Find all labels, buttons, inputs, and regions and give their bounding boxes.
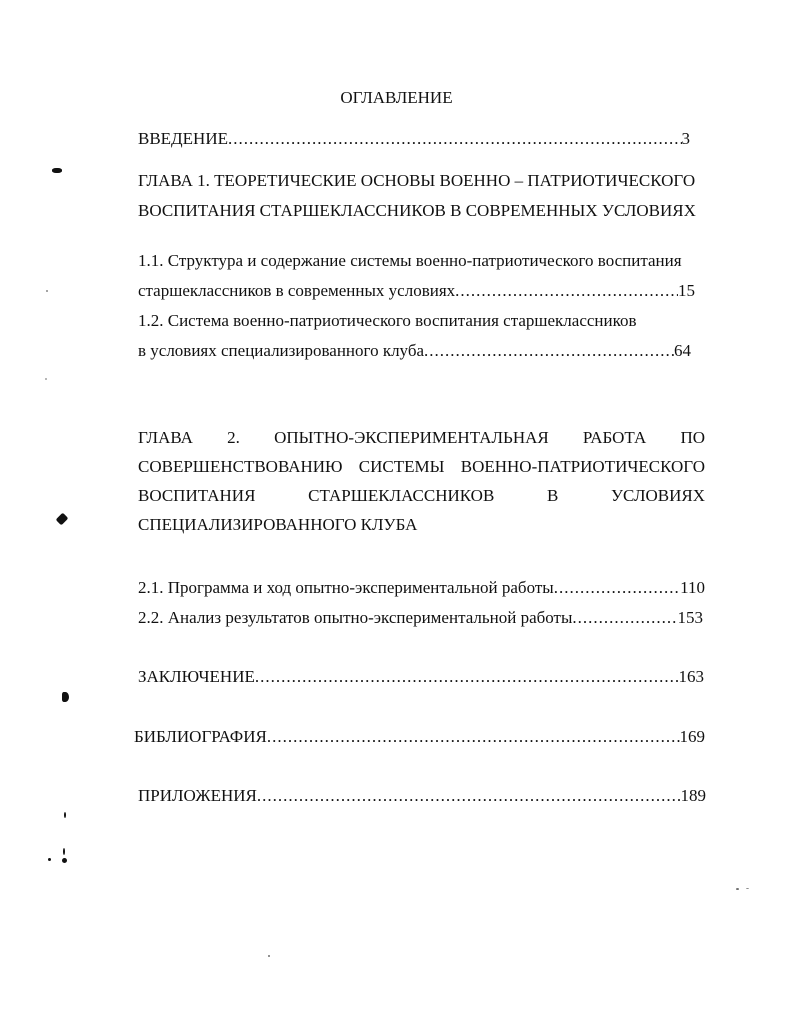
scan-artifact xyxy=(268,955,270,957)
toc-entry-bibliography[interactable] xyxy=(134,726,705,748)
chapter-1-title-line-1[interactable]: ГЛАВА 1. ТЕОРЕТИЧЕСКИЕ ОСНОВЫ ВОЕННО – ПАТРИОТИЧЕСКОГО xyxy=(138,171,696,190)
toc-entry-section-1-1[interactable] xyxy=(138,280,695,302)
dot-leader xyxy=(424,340,674,362)
toc-entry-conclusion[interactable] xyxy=(138,666,704,688)
toc-entry-label: 2.2. Анализ результатов опытно-экспериментальной работы xyxy=(138,608,573,627)
scan-artifact xyxy=(746,888,749,889)
scan-artifact xyxy=(52,168,62,173)
chapter-1-title-line-2[interactable]: ВОСПИТАНИЯ СТАРШЕКЛАССНИКОВ В СОВРЕМЕННЫХ УСЛОВИЯХ xyxy=(138,201,696,220)
chapter-2-title-line-1[interactable]: ГЛАВА 2. ОПЫТНО-ЭКСПЕРИМЕНТАЛЬНАЯ РАБОТА ПО xyxy=(138,428,705,447)
dot-leader xyxy=(455,280,678,302)
toc-entry-page: 15 xyxy=(678,281,695,300)
toc-entry-label: в условиях специализированного клуба xyxy=(138,341,425,360)
scan-artifact xyxy=(63,848,65,855)
toc-heading: ОГЛАВЛЕНИЕ xyxy=(340,88,453,107)
dot-leader xyxy=(572,607,677,629)
toc-entry-label: ВВЕДЕНИЕ xyxy=(138,129,228,148)
chapter-2-title-line-3[interactable]: ВОСПИТАНИЯ СТАРШЕКЛАССНИКОВ В УСЛОВИЯХ xyxy=(138,486,705,505)
toc-entry-page: 110 xyxy=(680,578,705,597)
toc-entry-section-2-2[interactable] xyxy=(138,607,703,629)
toc-entry-introduction[interactable] xyxy=(138,128,690,150)
toc-entry-page: 64 xyxy=(674,341,691,360)
scan-artifact xyxy=(62,692,69,702)
chapter-2-title-line-2[interactable]: СОВЕРШЕНСТВОВАНИЮ СИСТЕМЫ ВОЕННО-ПАТРИОТИЧЕСКОГО xyxy=(138,457,705,476)
scan-artifact xyxy=(64,812,66,818)
toc-entry-page: 169 xyxy=(679,727,705,746)
toc-entry-section-1-2[interactable] xyxy=(138,340,691,362)
dot-leader xyxy=(554,577,680,599)
scan-artifact xyxy=(56,513,69,526)
dot-leader xyxy=(257,785,681,807)
scan-artifact xyxy=(736,888,739,890)
section-1-1-line-1[interactable]: 1.1. Структура и содержание системы военно-патриотического воспитания xyxy=(138,251,682,270)
toc-entry-label: ЗАКЛЮЧЕНИЕ xyxy=(138,667,255,686)
toc-entry-label: БИБЛИОГРАФИЯ xyxy=(134,727,267,746)
chapter-2-title-line-4[interactable]: СПЕЦИАЛИЗИРОВАННОГО КЛУБА xyxy=(138,515,418,534)
scan-artifact xyxy=(62,858,67,863)
scan-artifact xyxy=(46,290,48,292)
dot-leader xyxy=(255,666,679,688)
toc-entry-page: 3 xyxy=(681,129,690,148)
section-1-2-line-1[interactable]: 1.2. Система военно-патриотического воспитания старшеклассников xyxy=(138,311,637,330)
dot-leader xyxy=(228,128,682,150)
toc-entry-label: старшеклассников в современных условиях xyxy=(138,281,456,300)
scan-artifact xyxy=(48,858,51,861)
toc-entry-page: 189 xyxy=(680,786,706,805)
toc-entry-appendices[interactable] xyxy=(138,785,706,807)
toc-entry-page: 153 xyxy=(677,608,703,627)
toc-entry-label: 2.1. Программа и ход опытно-экспериментальной работы xyxy=(138,578,554,597)
toc-entry-page: 163 xyxy=(678,667,704,686)
dot-leader xyxy=(267,726,680,748)
toc-entry-label: ПРИЛОЖЕНИЯ xyxy=(138,786,257,805)
scan-artifact xyxy=(45,378,47,380)
toc-entry-section-2-1[interactable] xyxy=(138,577,705,599)
